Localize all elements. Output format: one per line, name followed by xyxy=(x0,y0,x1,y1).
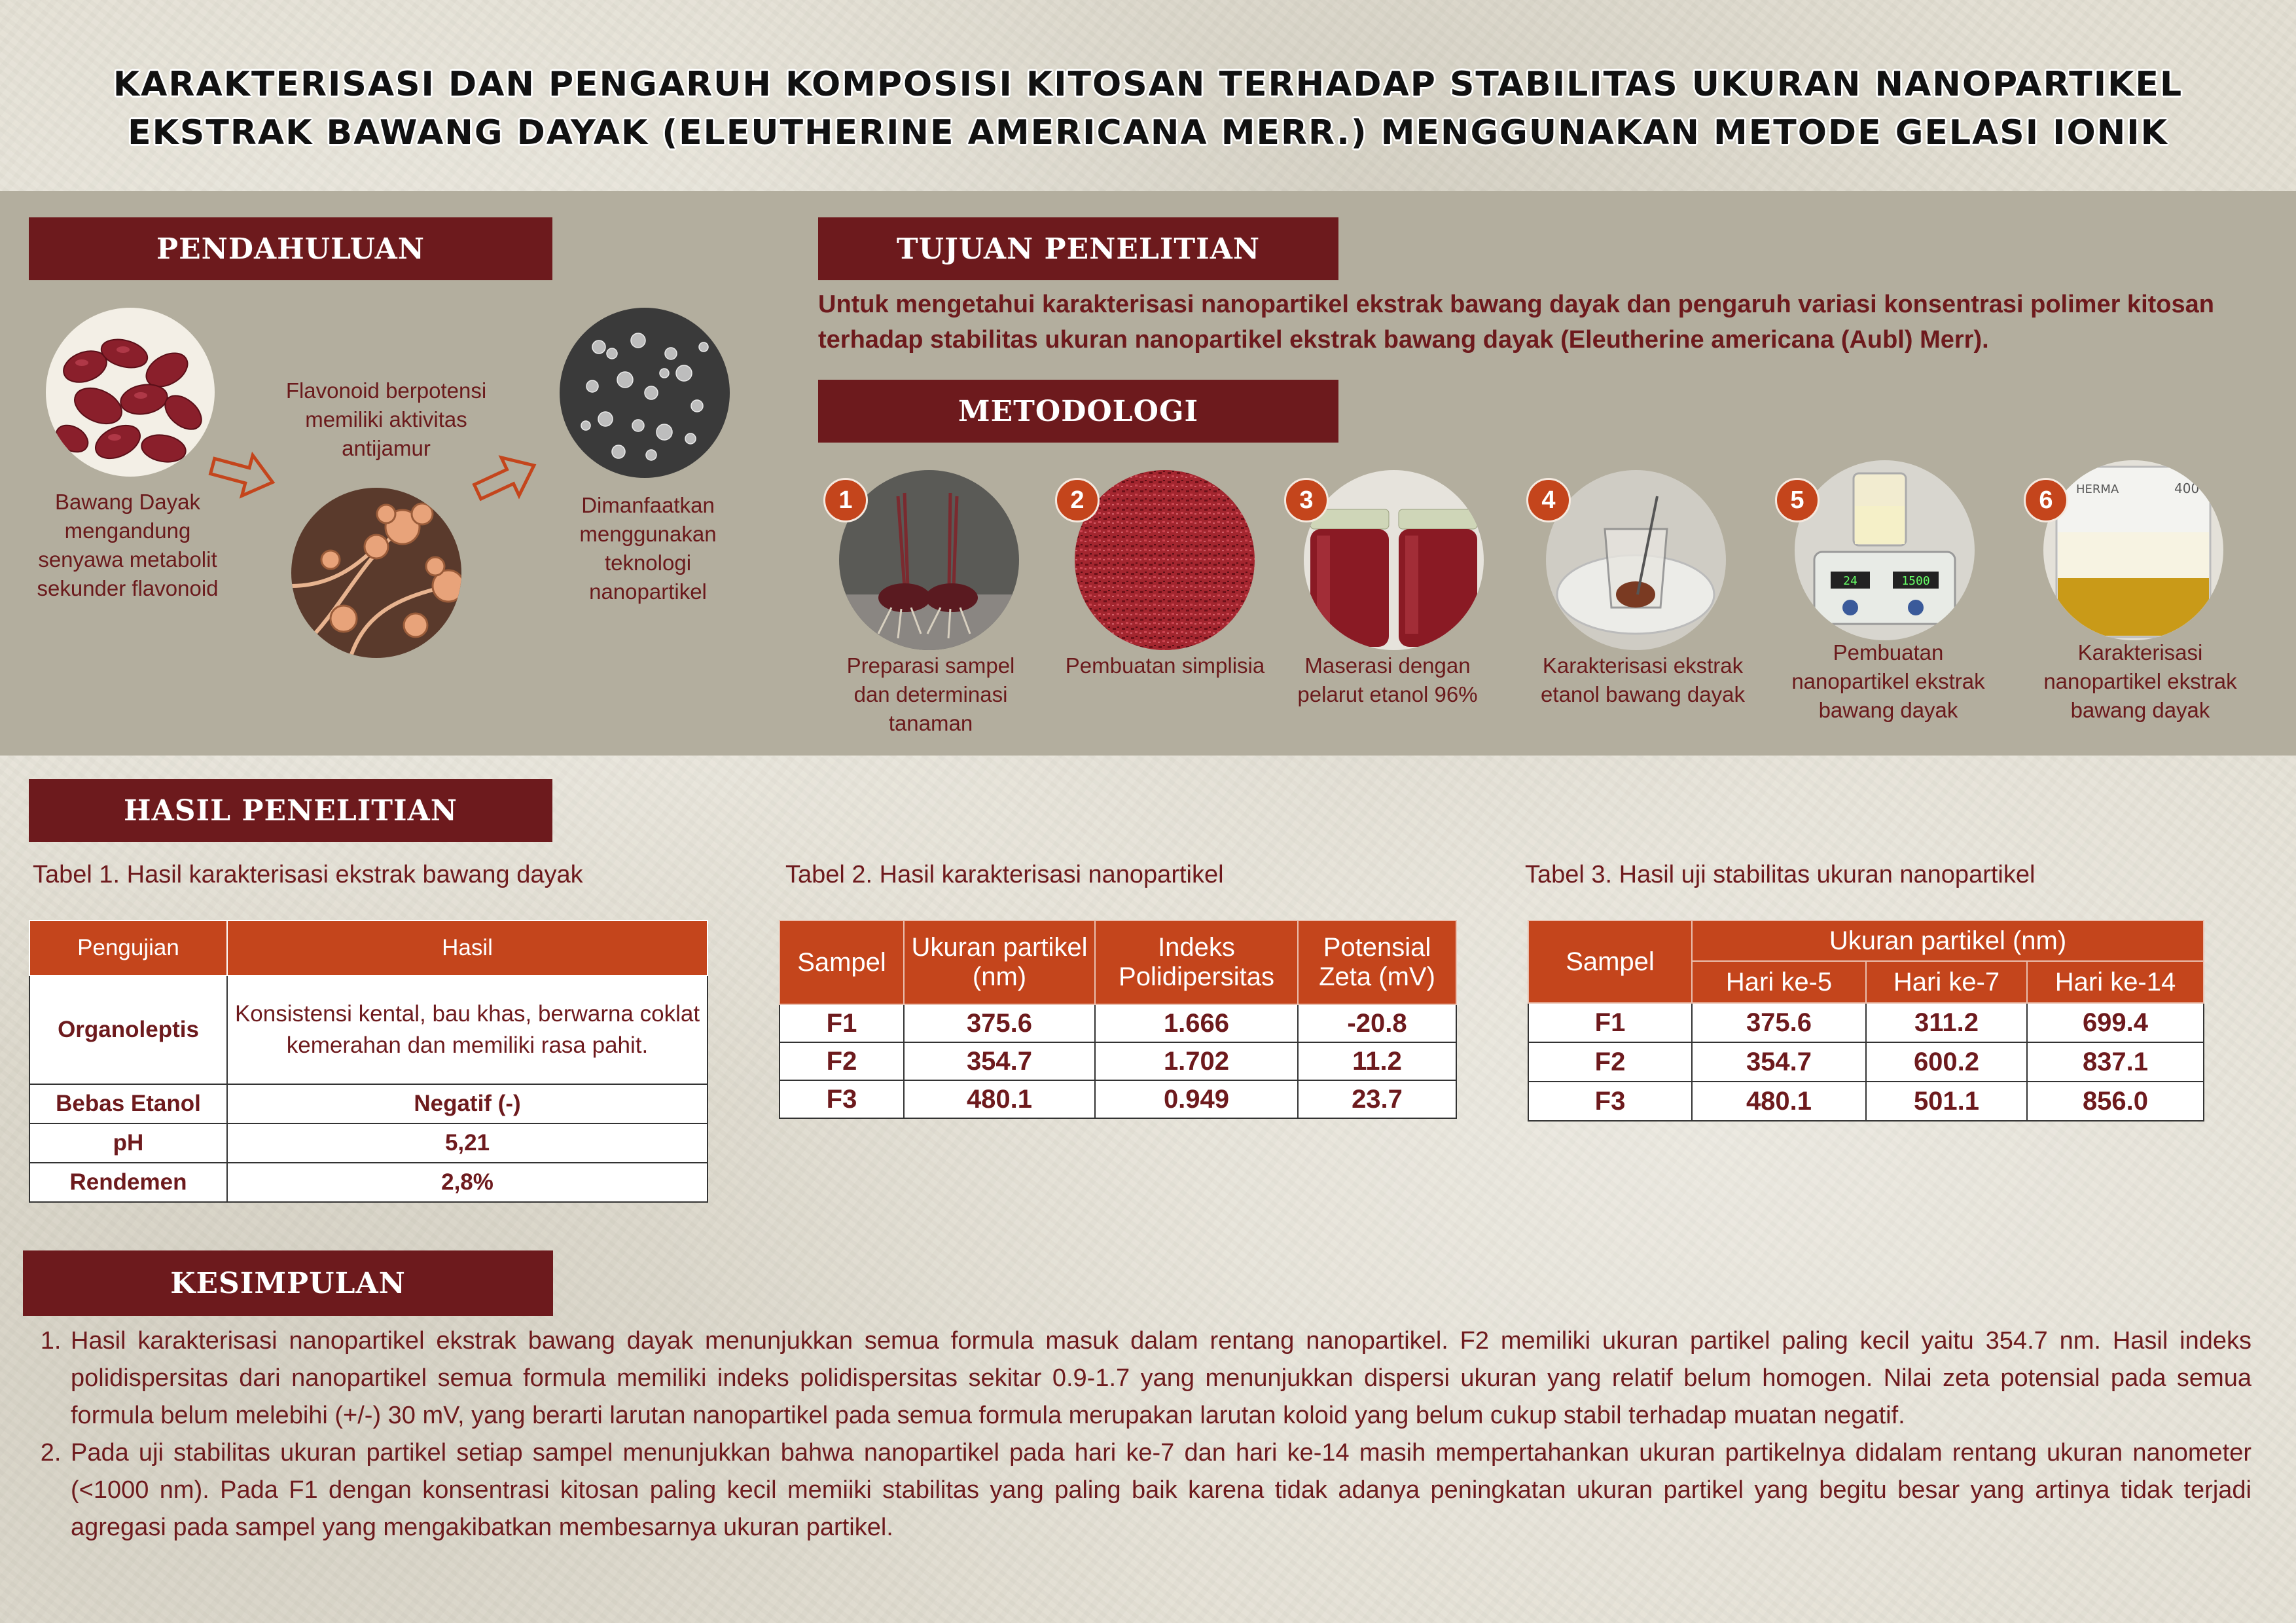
step-6-number: 6 xyxy=(2024,478,2068,522)
table-3-subheader: Hari ke-7 xyxy=(1866,961,2027,1003)
table-cell: F2 xyxy=(1528,1042,1692,1082)
onion-photo xyxy=(46,308,215,477)
step-4-photo xyxy=(1546,470,1726,650)
table-row xyxy=(29,1084,708,1123)
title-line-1: KARAKTERISASI DAN PENGARUH KOMPOSISI KITOSAN TERHADAP STABILITAS UKURAN NANOPARTIKEL xyxy=(113,65,2183,104)
title-line-2: EKSTRAK BAWANG DAYAK (ELEUTHERINE AMERICANA MERR.) MENGGUNAKAN METODE GELASI IONIK xyxy=(128,113,2168,153)
table-cell: 837.1 xyxy=(2027,1042,2204,1082)
step-4-number: 4 xyxy=(1526,478,1571,522)
fungi-photo xyxy=(291,488,461,658)
table-cell: 375.6 xyxy=(1692,1003,1866,1042)
table-2-caption: Tabel 2. Hasil karakterisasi nanopartikel xyxy=(785,861,1224,888)
step-4-label: Karakterisasi ekstrak etanol bawang dayak xyxy=(1541,653,1745,706)
table-cell: pH xyxy=(29,1123,227,1163)
table-cell: 1.666 xyxy=(1095,1004,1298,1042)
table-cell: Bebas Etanol xyxy=(29,1084,227,1123)
table-cell: Organoleptis xyxy=(29,976,227,1084)
nanoparticle-sem-photo xyxy=(560,308,730,478)
metodologi-heading-label: METODOLOGI xyxy=(958,394,1199,428)
table-2 xyxy=(779,920,1457,1119)
step-5-label: Pembuatan nanopartikel ekstrak bawang dayak xyxy=(1791,640,1985,722)
table-cell: -20.8 xyxy=(1298,1004,1456,1042)
table-cell: 480.1 xyxy=(1692,1082,1866,1121)
table-cell: 600.2 xyxy=(1866,1042,2027,1082)
beaker-brand: HERMA xyxy=(2076,483,2119,496)
table-cell: 354.7 xyxy=(1692,1042,1866,1082)
table-1-header: Hasil xyxy=(227,921,708,976)
table-3-subheader: Hari ke-14 xyxy=(2027,961,2204,1003)
intro-text-3: Dimanfaatkan menggunakan teknologi nanopartikel xyxy=(579,493,717,604)
table-row xyxy=(1528,1003,2204,1042)
table-row xyxy=(1528,1082,2204,1121)
step-3-photo xyxy=(1304,470,1484,650)
table-cell: 354.7 xyxy=(904,1042,1095,1080)
hasil-heading-label: HASIL PENELITIAN xyxy=(124,793,457,828)
table-cell: 23.7 xyxy=(1298,1080,1456,1118)
kesimpulan-heading-label: KESIMPULAN xyxy=(170,1266,406,1300)
table-cell: 0.949 xyxy=(1095,1080,1298,1118)
table-3 xyxy=(1528,920,2204,1122)
stirrer-display-2: 1500 xyxy=(1901,574,1930,588)
stirrer-display-1: 24 xyxy=(1843,574,1857,588)
table-2-header: Indeks Polidipersitas xyxy=(1095,921,1298,1004)
table-cell: 11.2 xyxy=(1298,1042,1456,1080)
table-cell: 311.2 xyxy=(1866,1003,2027,1042)
poster-title xyxy=(65,60,2231,157)
kesimpulan-heading xyxy=(23,1250,553,1316)
step-6-photo xyxy=(2043,460,2223,640)
intro-text-1: Bawang Dayak mengandung senyawa metabolit sekunder flavonoid xyxy=(37,490,219,600)
table-row xyxy=(780,1004,1456,1042)
table-row xyxy=(780,1042,1456,1080)
arrow-up-right-icon xyxy=(471,452,543,504)
table-cell: Rendemen xyxy=(29,1163,227,1202)
step-3-label: Maserasi dengan pelarut etanol 96% xyxy=(1297,653,1478,706)
table-2-header: Potensial Zeta (mV) xyxy=(1298,921,1456,1004)
table-cell: 2,8% xyxy=(227,1163,708,1202)
metodologi-heading xyxy=(818,380,1338,443)
table-1-header: Pengujian xyxy=(29,921,227,976)
hasil-heading xyxy=(29,779,552,842)
table-row xyxy=(29,1123,708,1163)
table-cell: 699.4 xyxy=(2027,1003,2204,1042)
beaker-mark: 400 xyxy=(2174,481,2200,496)
table-row xyxy=(29,1163,708,1202)
step-5-photo xyxy=(1795,460,1975,640)
kesimpulan-list xyxy=(26,1322,2251,1546)
table-cell: Konsistensi kental, bau khas, berwarna coklat kemerahan dan memiliki rasa pahit. xyxy=(227,976,708,1084)
table-2-header: Ukuran partikel (nm) xyxy=(904,921,1095,1004)
step-3-number: 3 xyxy=(1284,478,1329,522)
list-item: 2. Pada uji stabilitas ukuran partikel setiap sampel menunjukkan bahwa nanopartikel pada hari ke-7 dan hari ke-14 masih mempertahankan ukuran partikelnya didalam rentang ukuran nanometer (<1000 nm). Pada F1 dengan konsentrasi kitosan paling kecil memiiki stabilitas yang paling baik karena tidak adanya peningkatan ukuran partikel yang begitu besar yang artinya tidak terjadi agregasi pada sampel yang mengakibatkan membesarnya ukuran partikel. xyxy=(68,1434,2251,1546)
arrow-right-icon xyxy=(208,448,280,501)
table-3-subheader: Hari ke-5 xyxy=(1692,961,1866,1003)
table-cell: 480.1 xyxy=(904,1080,1095,1118)
table-2-header: Sampel xyxy=(780,921,904,1004)
table-cell: F2 xyxy=(780,1042,904,1080)
pendahuluan-heading xyxy=(29,217,552,280)
tujuan-text: Untuk mengetahui karakterisasi nanopartikel ekstrak bawang dayak dan pengaruh variasi konsentrasi polimer kitosan terhadap stabilitas ukuran nanopartikel ekstrak bawang dayak (Eleutherine americana (Aubl) Merr). xyxy=(818,291,2214,354)
table-row xyxy=(780,1080,1456,1118)
table-cell: F1 xyxy=(780,1004,904,1042)
table-3-caption: Tabel 3. Hasil uji stabilitas ukuran nanopartikel xyxy=(1525,861,2036,888)
intro-text-2: Flavonoid berpotensi memiliki aktivitas antijamur xyxy=(285,378,487,460)
table-cell: Negatif (-) xyxy=(227,1084,708,1123)
table-3-header-group: Ukuran partikel (nm) xyxy=(1692,921,2204,961)
table-cell: F3 xyxy=(1528,1082,1692,1121)
step-2-photo xyxy=(1075,470,1255,650)
table-row xyxy=(29,976,708,1084)
step-6-label: Karakterisasi nanopartikel ekstrak bawang dayak xyxy=(2043,640,2237,722)
tujuan-heading xyxy=(818,217,1338,280)
table-cell: 5,21 xyxy=(227,1123,708,1163)
step-5-number: 5 xyxy=(1775,478,1820,522)
table-3-header: Sampel xyxy=(1528,921,1692,1003)
table-1 xyxy=(29,920,708,1203)
list-item: 1. Hasil karakterisasi nanopartikel ekstrak bawang dayak menunjukkan semua formula masuk dalam rentang nanopartikel. F2 memiliki ukuran partikel paling kecil yaitu 354.7 nm. Hasil indeks polidispersitas dari nanopartikel semua formula memiliki indeks polidispersitas sekitar 0.9-1.7 yang menunjukkan dispersi ukuran yang relatif belum homogen. Nilai zeta potensial pada semua formula belum melebihi (+/-) 30 mV, yang berarti larutan nanopartikel pada semua formula merupakan larutan koloid yang belum cukup stabil terhadap muatan negatif. xyxy=(68,1322,2251,1434)
table-cell: 856.0 xyxy=(2027,1082,2204,1121)
table-cell: 375.6 xyxy=(904,1004,1095,1042)
tujuan-heading-label: TUJUAN PENELITIAN xyxy=(896,232,1261,266)
table-cell: 1.702 xyxy=(1095,1042,1298,1080)
step-2-number: 2 xyxy=(1055,478,1100,522)
table-row xyxy=(1528,1042,2204,1082)
pendahuluan-heading-label: PENDAHULUAN xyxy=(156,232,425,266)
table-cell: F3 xyxy=(780,1080,904,1118)
step-1-label: Preparasi sampel dan determinasi tanaman xyxy=(846,653,1015,735)
step-1-number: 1 xyxy=(823,478,868,522)
table-cell: 501.1 xyxy=(1866,1082,2027,1121)
table-1-caption: Tabel 1. Hasil karakterisasi ekstrak bawang dayak xyxy=(33,861,583,888)
step-2-label: Pembuatan simplisia xyxy=(1065,653,1265,678)
table-cell: F1 xyxy=(1528,1003,1692,1042)
